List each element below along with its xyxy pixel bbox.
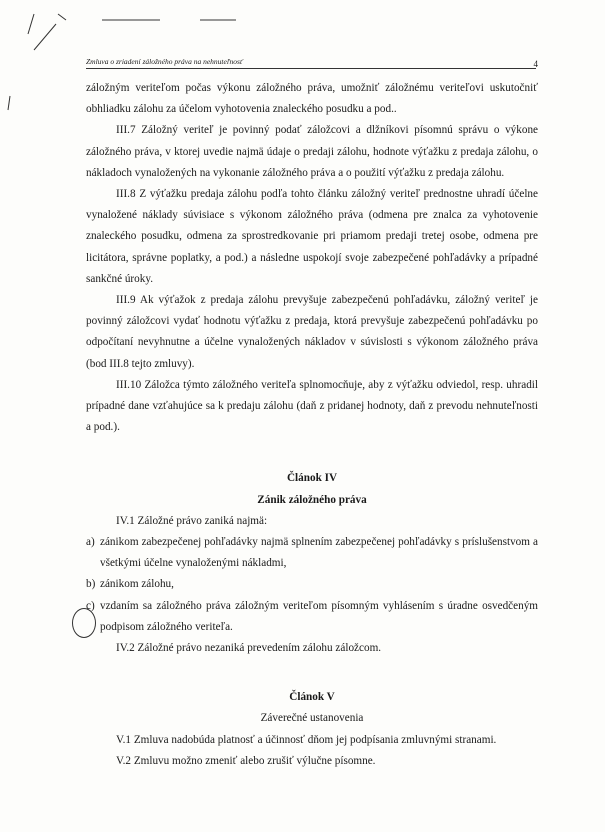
paragraph: záložným veriteľom počas výkonu záložného práva, umožniť záložnému veriteľovi uskutočniť obhliadku zálohu za účelom vyhotovenia znaleckého posudku a pod.. (86, 82, 538, 116)
paragraph: IV.2 Záložné právo nezaniká prevedením zálohu záložcom. (116, 642, 382, 655)
section-heading: Zánik záložného práva (257, 493, 367, 506)
document-body (86, 78, 538, 772)
section-heading: Článok IV (286, 472, 338, 485)
list-item (86, 574, 538, 595)
list-marker: a) (86, 536, 95, 549)
paragraph: III.8 Z výťažku predaja zálohu podľa tohto článku záložný veriteľ prednostne uhradí účelne vynaložené náklady súvisiace s výkonom záložného práva (odmena pre znalca za vyhotovenie znaleckého posudku, odmena za sprostredkovanie pri priamom predaji tretej osobe, odmena pre licitátora, správne poplatky, a pod.) a následne uspokojí svoje zabezpečené pohľadávky a prípadné sankčné úroky. (86, 188, 538, 285)
spacer (86, 438, 538, 468)
list-item-text: zánikom zálohu, (100, 578, 174, 591)
header-title: Zmluva o zriadení záložného práva na nehnuteľnosť (86, 57, 243, 66)
paragraph: III.10 Záložca týmto záložného veriteľa splnomocňuje, aby z výťažku odviedol, resp. uhradil prípadné dane vzťahujúce sa k predaju zálohu (daň z pridanej hodnoty, daň z prevodu nehnuteľnosti a pod.). (86, 378, 538, 434)
section-heading: Článok V (289, 691, 335, 704)
paragraph: IV.1 Záložné právo zaniká najmä: (116, 514, 268, 527)
page-number: 4 (533, 59, 538, 69)
list-marker: b) (86, 578, 96, 591)
list-item (86, 596, 538, 638)
paragraph: III.9 Ak výťažok z predaja zálohu prevyšuje zabezpečenú pohľadávku, záložný veriteľ je povinný záložcovi vydať hodnotu výťažku z predaja, ktorá prevyšuje zabezpečenú pohľadávku po odpočítaní nevyhnutne a účelne vynaložených nákladov v súvislosti s výkonom záložného práva (bod III.8 tejto zmluvy). (86, 294, 538, 370)
list-item-text: vzdaním sa záložného práva záložným veriteľom písomným vyhlásením s úradne osvedčeným podpisom záložného veriteľa. (100, 599, 538, 633)
list-marker: c) (86, 599, 95, 612)
paragraph: V.2 Zmluvu možno zmeniť alebo zrušiť výlučne písomne. (116, 754, 376, 767)
list-item (86, 532, 538, 574)
spacer (86, 659, 538, 687)
paragraph: V.1 Zmluva nadobúda platnosť a účinnosť dňom jej podpísania zmluvnými stranami. (116, 733, 497, 746)
paragraph: III.7 Záložný veriteľ je povinný podať záložcovi a dlžníkovi písomnú správu o výkone záložného práva, v ktorej uvedie najmä údaje o predaji zálohu, hodnote výťažku z predaja zálohu, o nákladoch vynaložených na vykonanie záložného práva a o použití výťažku z predaja zálohu. (86, 124, 538, 179)
section-title: Záverečné ustanovenia (260, 712, 364, 725)
header-rule (86, 68, 536, 69)
list-item-text: zánikom zabezpečenej pohľadávky najmä splnením zabezpečenej pohľadávky s príslušenstvom a všetkými účelne vynaloženými nákladmi, (100, 536, 538, 570)
